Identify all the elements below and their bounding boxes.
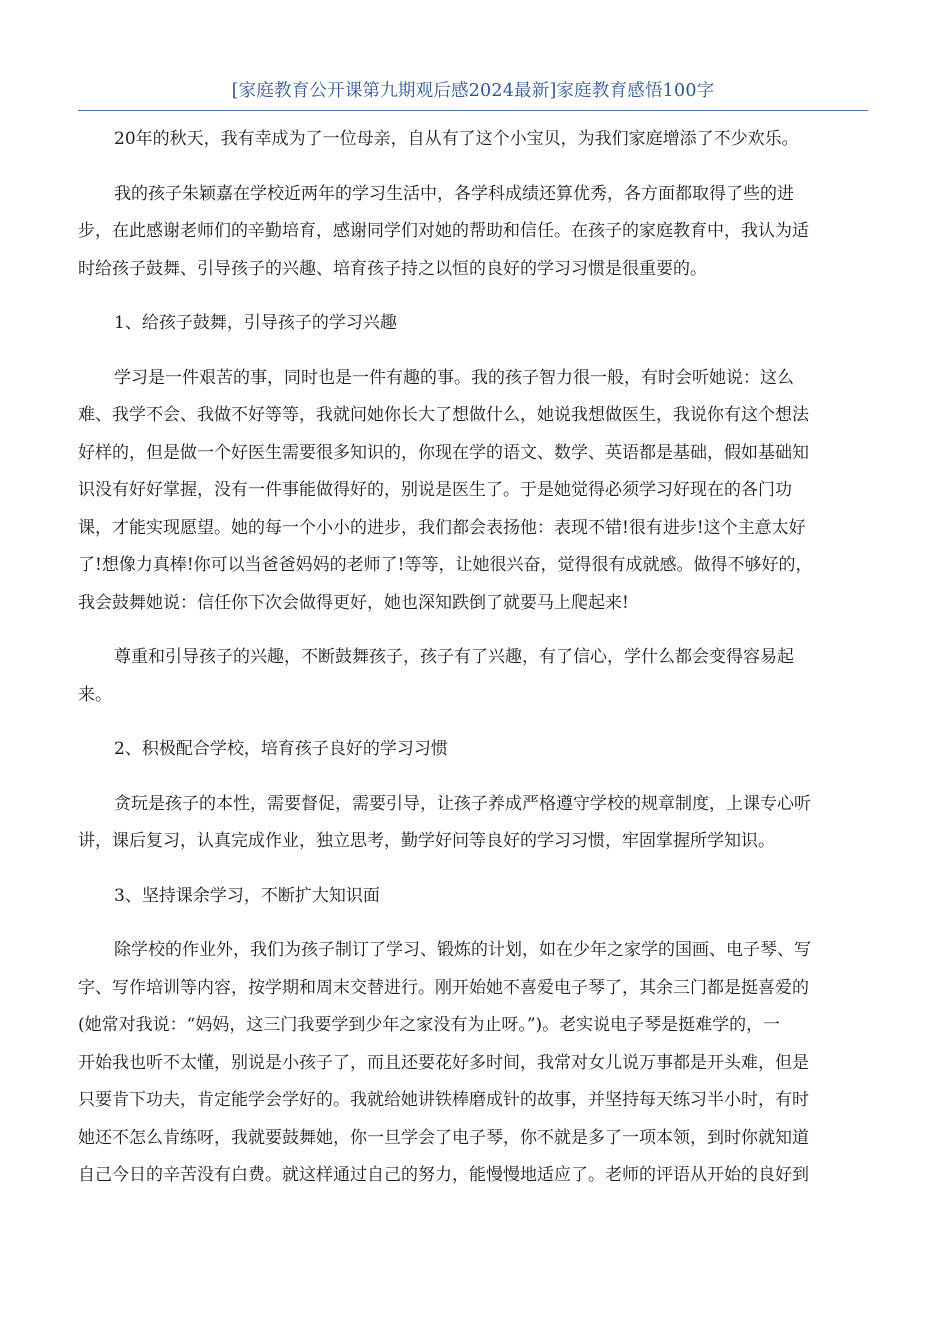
- document-body: [78, 121, 868, 1212]
- text-line: 只要肯下功夫，肯定能学会学好的。我就给她讲铁棒磨成针的故事，并坚持每天练习半小时，有时: [78, 1090, 809, 1110]
- paragraph-overview: [78, 176, 868, 289]
- text-line: 3、坚持课余学习，不断扩大知识面: [114, 885, 380, 906]
- text-line: 开始我也听不太懂，别说是小孩子了，而且还要花好多时间，我常对女儿说万事都是开头难，但是: [78, 1052, 809, 1073]
- header-title: [家庭教育公开课第九期观后感2024最新]家庭教育感悟100字: [231, 81, 715, 101]
- text-line: 我的孩子朱颖嘉在学校近两年的学习生活中，各学科成绩还算优秀，各方面都取得了些的进: [114, 183, 794, 204]
- text-line: 1、给孩子鼓舞，引导孩子的学习兴趣: [114, 313, 397, 333]
- text-line: 学习是一件艰苦的事，同时也是一件有趣的事。我的孩子智力很一般，有时会听她说：这么: [114, 367, 794, 388]
- paragraph-section-3: [78, 932, 868, 1195]
- text-line: 识没有好好掌握，没有一件事能做得好的，别说是医生了。于是她觉得必须学习好现在的各门功: [78, 480, 792, 500]
- text-line: 2、积极配合学校，培育孩子良好的学习习惯: [114, 739, 448, 759]
- text-line: 除学校的作业外，我们为孩子制订了学习、锻炼的计划，如在少年之家学的国画、电子琴、写: [114, 940, 811, 960]
- text-line: 好样的，但是做一个好医生需要很多知识的，你现在学的语文、数学、英语都是基础，假如基础知: [78, 442, 809, 463]
- text-line: 她还不怎么肯练呀，我就要鼓舞她，你一旦学会了电子琴，你不就是多了一项本领，到时你就知道: [78, 1127, 809, 1148]
- text-line: 贪玩是孩子的本性，需要督促，需要引导，让孩子养成严格遵守学校的规章制度，上课专心听: [114, 793, 811, 814]
- text-line: 了!想像力真棒!你可以当爸爸妈妈的老师了!等等，让她很兴奋，觉得很有成就感。做得不够好的，: [78, 555, 813, 575]
- text-line: 我会鼓舞她说：信任你下次会做得更好，她也深知跌倒了就要马上爬起来!: [78, 592, 629, 613]
- text-line: 时给孩子鼓舞、引导孩子的兴趣、培育孩子持之以恒的良好的学习习惯是很重要的。: [78, 258, 707, 279]
- text-line: 尊重和引导孩子的兴趣，不断鼓舞孩子，孩子有了兴趣，有了信心，学什么都会变得容易起: [114, 647, 794, 667]
- text-line: 讲，课后复习，认真完成作业，独立思考，勤学好问等良好的学习习惯，牢固掌握所学知识。: [78, 831, 775, 851]
- paragraph-intro: [78, 121, 868, 159]
- paragraph-section-2: [78, 786, 868, 861]
- text-line: 难、我学不会、我做不好等等，我就问她你长大了想做什么，她说我想做医生，我说你有这个想法: [78, 405, 809, 425]
- text-line: 字、写作培训等内容，按学期和周末交替进行。刚开始她不喜爱电子琴了，其余三门都是挺喜爱的: [78, 977, 809, 998]
- text-line: 20年的秋天，我有幸成为了一位母亲，自从有了这个小宝贝，为我们家庭增添了不少欢乐。: [114, 129, 799, 149]
- text-line: 自己今日的辛苦没有白费。就这样通过自己的努力，能慢慢地适应了。老师的评语从开始的良好到: [78, 1165, 809, 1185]
- paragraph-section-1: [78, 360, 868, 623]
- page-header: [78, 78, 868, 111]
- section-heading-3: [78, 878, 868, 916]
- section-heading-2: [78, 731, 868, 769]
- text-line: 来。: [78, 684, 112, 705]
- text-line: 步，在此感谢老师们的辛勤培育，感谢同学们对她的帮助和信任。在孩子的家庭教育中，我认为适: [78, 221, 809, 241]
- section-heading-1: [78, 305, 868, 343]
- text-line: 课，才能实现愿望。她的每一个小小的进步，我们都会表扬他：表现不错!很有进步!这个主意太好: [78, 517, 806, 538]
- paragraph-interest: [78, 639, 868, 714]
- text-line: (她常对我说：“妈妈，这三门我要学到少年之家没有为止呀。”)。老实说电子琴是挺难学的，一: [78, 1015, 781, 1035]
